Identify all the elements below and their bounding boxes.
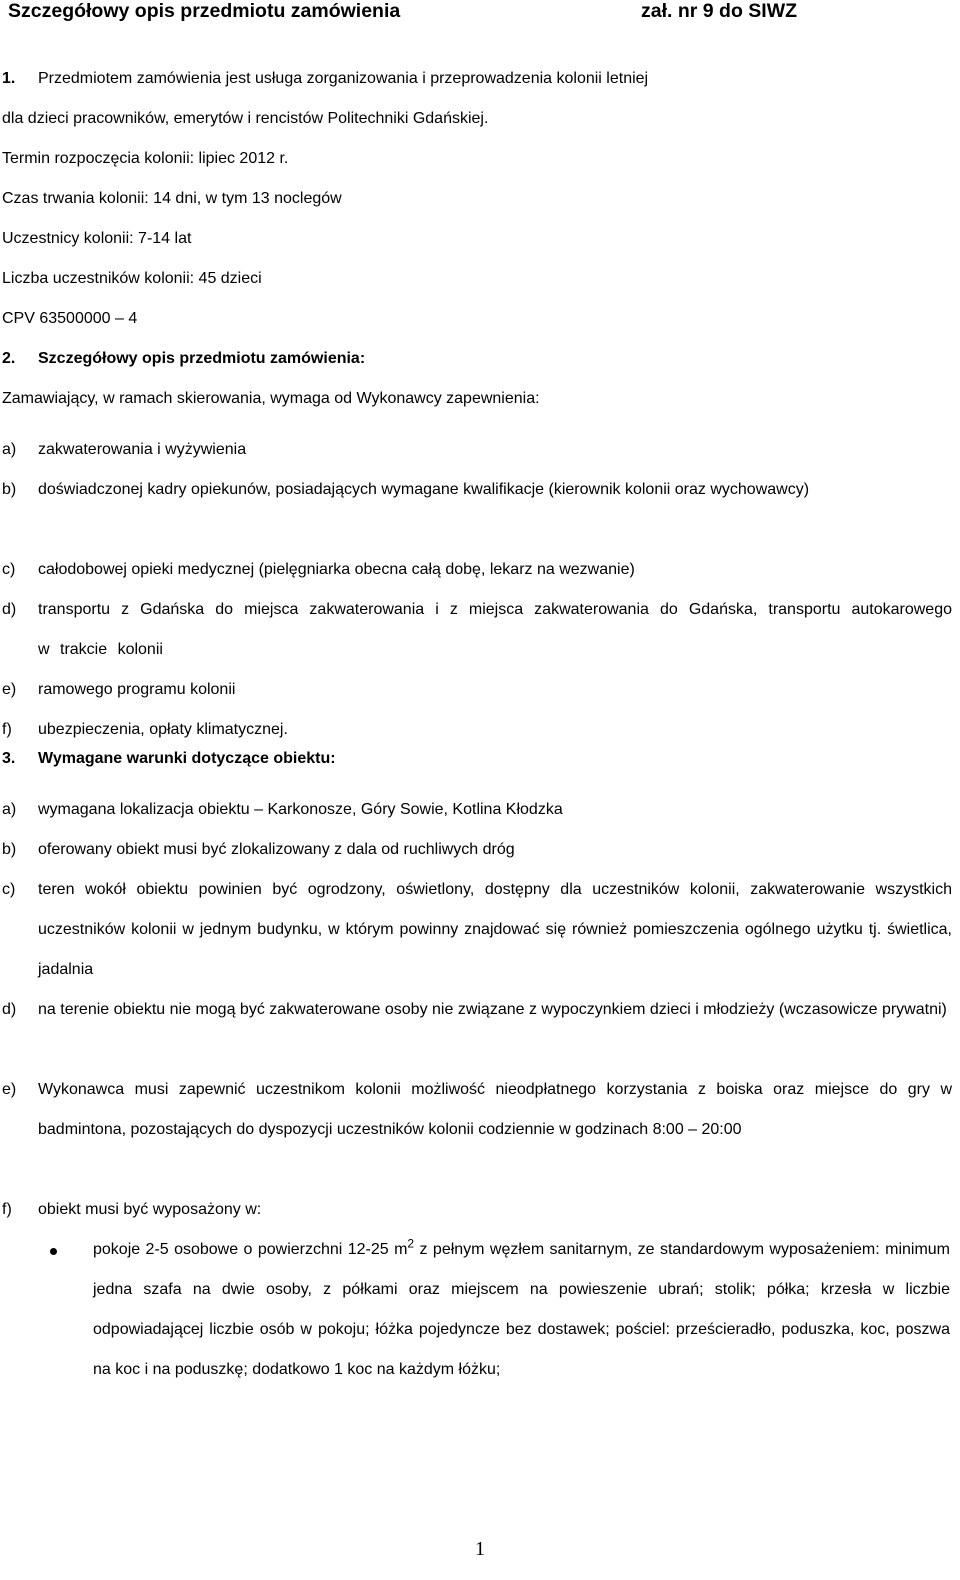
item-label: d) <box>2 1001 17 1018</box>
item-label: e) <box>2 681 17 698</box>
section2-heading-line <box>2 350 366 368</box>
colony-start-date: Termin rozpoczęcia kolonii: lipiec 2012 r. <box>2 150 289 167</box>
item-label: f) <box>2 721 12 738</box>
section3-number: 3. <box>2 750 16 767</box>
document-title: Szczegółowy opis przedmiotu zamówienia <box>8 0 401 22</box>
section1-line1 <box>2 70 649 88</box>
colony-participant-ages: Uczestnicy kolonii: 7-14 lat <box>2 230 192 247</box>
section2-intro: Zamawiający, w ramach skierowania, wymaga od Wykonawcy zapewnienia: <box>2 390 540 407</box>
item-text: wymagana lokalizacja obiektu – Karkonosze, Góry Sowie, Kotlina Kłodzka <box>38 801 563 818</box>
item-label: d) <box>2 601 17 618</box>
item-label: c) <box>2 881 16 898</box>
colony-participant-count: Liczba uczestników kolonii: 45 dzieci <box>2 270 262 287</box>
bullet-text-part1: pokoje 2-5 osobowe o powierzchni 12-25 m <box>93 1241 408 1258</box>
item-label: b) <box>2 841 17 858</box>
page-header <box>8 0 952 26</box>
section2-number: 2. <box>2 350 16 367</box>
superscript: 2 <box>407 1236 415 1251</box>
bullet-text <box>93 1230 950 1390</box>
item-label: f) <box>2 1201 12 1218</box>
section1-text-line1: Przedmiotem zamówienia jest usługa zorganizowania i przeprowadzenia kolonii letniej <box>38 70 649 87</box>
item-text: ubezpieczenia, opłaty klimatycznej. <box>38 721 288 738</box>
attachment-label: zał. nr 9 do SIWZ <box>641 0 798 22</box>
item-label: a) <box>2 801 17 818</box>
item-label: a) <box>2 441 17 458</box>
item-text: na terenie obiektu nie mogą być zakwaterowane osoby nie związane z wypoczynkiem dzieci i młodzieży (wczasowicze prywatni) <box>38 1001 947 1018</box>
item-text: teren wokół obiektu powinien być ogrodzony, oświetlony, dostępny dla uczestników kolonii, zakwaterowanie wszystkich uczestników kolonii w jednym budynku, w którym powinny znajdować się również pomieszczenia ogólnego użytku tj. świetlica, jadalnia <box>38 881 952 978</box>
cpv-code: CPV 63500000 – 4 <box>2 310 138 327</box>
item-text: doświadczonej kadry opiekunów, posiadających wymagane kwalifikacje (kierownik kolonii oraz wychowawcy) <box>38 481 810 498</box>
item-text: ramowego programu kolonii <box>38 681 236 698</box>
section3-heading-line <box>2 750 336 768</box>
bullet-icon <box>50 1248 57 1255</box>
item-text: oferowany obiekt musi być zlokalizowany z dala od ruchliwych dróg <box>38 841 515 858</box>
item-text: całodobowej opieki medycznej (pielęgniarka obecna całą dobę, lekarz na wezwanie) <box>38 561 635 578</box>
page-number: 1 <box>475 1538 485 1560</box>
item-text: obiekt musi być wyposażony w: <box>38 1201 262 1218</box>
bullet-text-part2: z pełnym węzłem sanitarnym, ze standardowym wyposażeniem: minimum jedna szafa na dwie osoby, z półkami oraz miejscem na powieszenie ubrań; stolik; półka; krzesła w liczbie odpowiadającej liczbie osób w pokoju; łóżka pojedyncze bez dostawek; pościel: prześcieradło, poduszka, koc, poszwa na koc i na poduszkę; dodatkowo 1 koc na każdym łóżku; <box>93 1241 951 1378</box>
section1-text-line2: dla dzieci pracowników, emerytów i rencistów Politechniki Gdańskiej. <box>2 110 489 127</box>
section1-number: 1. <box>2 70 16 87</box>
item-label: b) <box>2 481 17 498</box>
item-label: e) <box>2 1081 17 1098</box>
item-label: c) <box>2 561 16 578</box>
item-text: transportu z Gdańska do miejsca zakwaterowania i z miejsca zakwaterowania do Gdańska, transportu autokarowego w trakcie kolonii <box>38 601 952 658</box>
item-text: Wykonawca musi zapewnić uczestnikom kolonii możliwość nieodpłatnego korzystania z boiska oraz miejsce do gry w badmintona, pozostających do dyspozycji uczestników kolonii codziennie w godzinach 8:00 – 20:00 <box>38 1081 952 1138</box>
item-text: zakwaterowania i wyżywienia <box>38 441 247 458</box>
colony-duration: Czas trwania kolonii: 14 dni, w tym 13 noclegów <box>2 190 342 207</box>
section2-heading: Szczegółowy opis przedmiotu zamówienia: <box>38 350 366 367</box>
section3-heading: Wymagane warunki dotyczące obiektu: <box>38 750 336 767</box>
